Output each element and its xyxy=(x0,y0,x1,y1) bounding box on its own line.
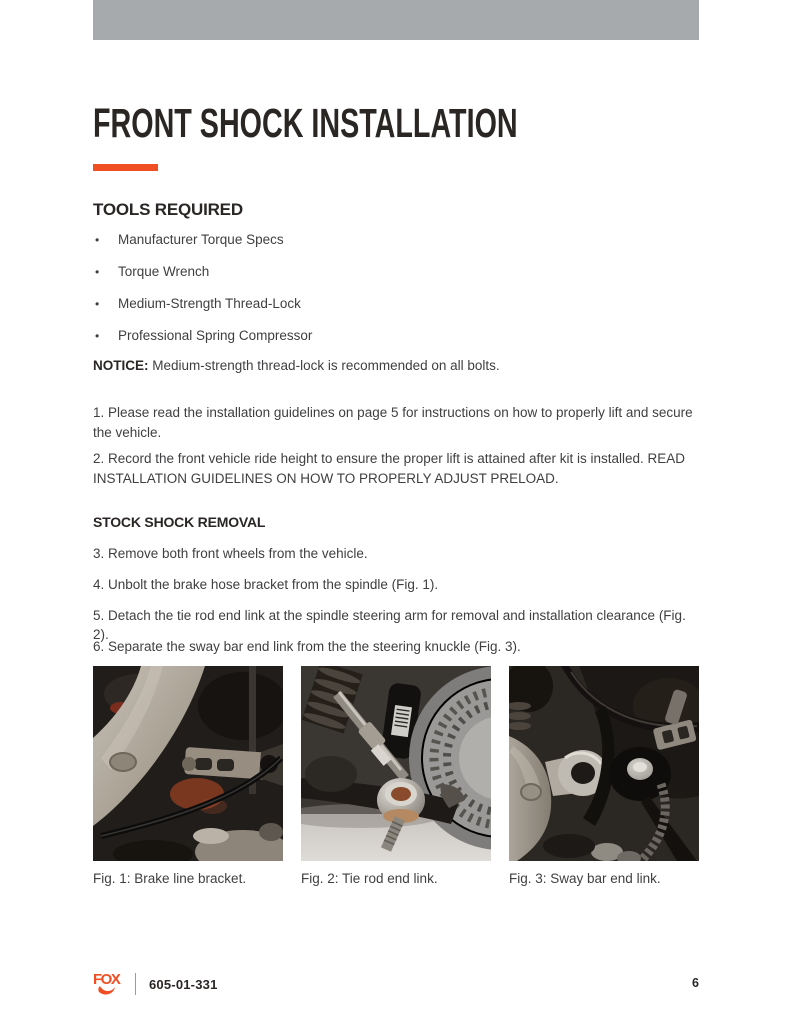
bullet-dot: • xyxy=(95,329,100,343)
figure-caption: Fig. 2: Tie rod end link. xyxy=(301,871,438,886)
tool-label: Torque Wrench xyxy=(118,264,210,279)
tool-label: Professional Spring Compressor xyxy=(118,328,313,343)
fox-logo xyxy=(93,969,123,999)
tool-item xyxy=(93,327,699,359)
tools-heading: TOOLS REQUIRED xyxy=(93,200,243,219)
figure-1-photo xyxy=(93,666,283,861)
figure-3-photo xyxy=(509,666,699,861)
page-number: 6 xyxy=(692,976,699,990)
tool-item xyxy=(93,295,699,327)
figure-caption: Fig. 3: Sway bar end link. xyxy=(509,871,661,886)
figure-1 xyxy=(93,666,283,887)
header-bar xyxy=(93,0,699,40)
bullet-dot: • xyxy=(95,233,100,247)
section-heading-stock-shock-removal: STOCK SHOCK REMOVAL xyxy=(93,514,266,530)
footer xyxy=(93,968,699,1002)
figure-2-photo xyxy=(301,666,491,861)
figure-caption: Fig. 1: Brake line bracket. xyxy=(93,871,247,886)
tools-list xyxy=(93,231,699,359)
notice-label: NOTICE: xyxy=(93,358,149,373)
figures-row xyxy=(93,666,699,887)
notice-text xyxy=(93,356,699,375)
step-item-6: 6. Separate the sway bar end link from the the steering knuckle (Fig. 3). xyxy=(93,639,521,654)
step-item-3: 3. Remove both front wheels from the vehicle. xyxy=(93,546,368,561)
figure-3 xyxy=(509,666,699,887)
tool-label: Manufacturer Torque Specs xyxy=(118,232,284,247)
figure-2 xyxy=(301,666,491,887)
bullet-dot: • xyxy=(95,265,100,279)
step-item-4: 4. Unbolt the brake hose bracket from the spindle (Fig. 1). xyxy=(93,577,439,592)
part-number: 605-01-331 xyxy=(149,976,218,992)
step-item-5: 5. Detach the tie rod end link at the spindle steering arm for removal and installation clearance (Fig. 2). xyxy=(93,608,686,642)
accent-rule xyxy=(93,164,158,171)
tool-label: Medium-Strength Thread-Lock xyxy=(118,296,301,311)
step-paragraph-1: 1. Please read the installation guidelines on page 5 for instructions on how to properly lift and secure the vehicle. xyxy=(93,405,693,440)
tool-item xyxy=(93,231,699,263)
page-title: FRONT SHOCK INSTALLATION xyxy=(93,100,518,146)
fox-logo-text: FOX xyxy=(93,971,120,988)
bullet-dot: • xyxy=(95,297,100,311)
footer-divider xyxy=(135,973,136,995)
notice-body: Medium-strength thread-lock is recommended on all bolts. xyxy=(148,358,500,373)
footer-left xyxy=(93,968,218,1000)
tool-item xyxy=(93,263,699,295)
step-paragraph-2: 2. Record the front vehicle ride height to ensure the proper lift is attained after kit is installed. READ INSTALLATION GUIDELINES ON HOW TO PROPERLY ADJUST PRELOAD. xyxy=(93,451,686,486)
